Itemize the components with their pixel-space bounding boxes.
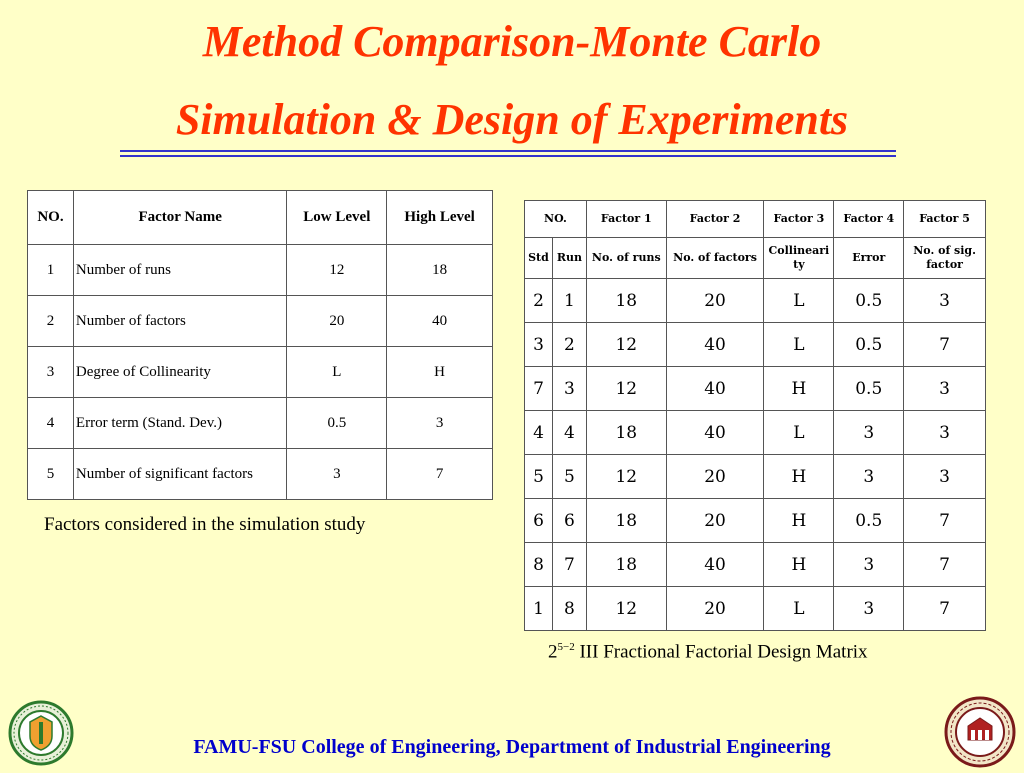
table-cell: L [764, 411, 834, 455]
table-cell: 6 [552, 499, 586, 543]
footer-text: FAMU-FSU College of Engineering, Department of Industrial Engineering [193, 736, 831, 758]
table-cell: 2 [552, 323, 586, 367]
table-cell: 2 [525, 279, 553, 323]
title-divider-top [120, 150, 896, 152]
table-cell: 7 [904, 499, 986, 543]
table-cell: Number of factors [73, 296, 287, 347]
table-cell: 3 [552, 367, 586, 411]
table-cell: 5 [28, 449, 74, 500]
table-cell: 0.5 [834, 367, 904, 411]
table-cell: 3 [904, 279, 986, 323]
table-cell: 3 [387, 398, 493, 449]
table-row [525, 455, 986, 499]
header-cell: No. of sig. factor [904, 238, 986, 279]
table-cell: 1 [28, 245, 74, 296]
table-cell: 7 [387, 449, 493, 500]
table-row [28, 296, 493, 347]
table-cell: 0.5 [287, 398, 387, 449]
table-cell: 20 [666, 499, 764, 543]
table-row [28, 398, 493, 449]
table-row [525, 323, 986, 367]
table-row [525, 279, 986, 323]
factors-table-caption: Factors considered in the simulation study [44, 514, 366, 535]
table-cell: 3 [834, 455, 904, 499]
table-cell: 7 [904, 323, 986, 367]
table-cell: 40 [666, 411, 764, 455]
table-cell: 0.5 [834, 499, 904, 543]
header-cell: No. of runs [586, 238, 666, 279]
table-row [525, 499, 986, 543]
header-cell: High Level [387, 191, 493, 245]
table-cell: 3 [287, 449, 387, 500]
table-cell: 7 [525, 367, 553, 411]
table-cell: 4 [28, 398, 74, 449]
header-cell: Factor 4 [834, 201, 904, 238]
table-cell: 3 [525, 323, 553, 367]
table-cell: 18 [387, 245, 493, 296]
table-row [525, 411, 986, 455]
header-cell: NO. [28, 191, 74, 245]
design-table-header-top [525, 201, 986, 238]
table-cell: 3 [28, 347, 74, 398]
table-cell: Number of runs [73, 245, 287, 296]
header-cell: Error [834, 238, 904, 279]
table-cell: 3 [834, 411, 904, 455]
table-cell: Number of significant factors [73, 449, 287, 500]
table-cell: 40 [666, 323, 764, 367]
header-cell: Factor 5 [904, 201, 986, 238]
table-cell: 4 [525, 411, 553, 455]
table-cell: H [764, 499, 834, 543]
table-cell: 3 [904, 367, 986, 411]
table-cell: 5 [552, 455, 586, 499]
table-cell: L [764, 279, 834, 323]
table-cell: 0.5 [834, 279, 904, 323]
table-cell: 3 [834, 587, 904, 631]
table-cell: 18 [586, 411, 666, 455]
header-cell: Collineari ty [764, 238, 834, 279]
factors-table-header [28, 191, 493, 245]
table-row [28, 245, 493, 296]
caption-text: III Fractional Factorial Design Matrix [574, 641, 868, 663]
table-cell: 40 [666, 367, 764, 411]
table-cell: 8 [525, 543, 553, 587]
header-cell: Std [525, 238, 553, 279]
table-cell: 20 [287, 296, 387, 347]
table-cell: 2 [28, 296, 74, 347]
table-row [28, 449, 493, 500]
table-row [28, 347, 493, 398]
table-cell: 12 [287, 245, 387, 296]
table-cell: 7 [904, 543, 986, 587]
header-cell: Factor Name [73, 191, 287, 245]
table-cell: H [764, 455, 834, 499]
table-cell: 3 [904, 411, 986, 455]
table-cell: 20 [666, 279, 764, 323]
fsu-seal-icon [944, 696, 1016, 773]
table-cell: 12 [586, 323, 666, 367]
table-cell: 20 [666, 455, 764, 499]
table-cell: 12 [586, 455, 666, 499]
header-cell: No. of factors [666, 238, 764, 279]
design-table-header-sub [525, 238, 986, 279]
table-cell: L [764, 323, 834, 367]
header-cell: Factor 3 [764, 201, 834, 238]
table-row [525, 543, 986, 587]
table-cell: 6 [525, 499, 553, 543]
table-cell: Degree of Collinearity [73, 347, 287, 398]
table-cell: 0.5 [834, 323, 904, 367]
table-cell: 12 [586, 367, 666, 411]
table-row [525, 587, 986, 631]
slide-title-line2: Simulation & Design of Experiments [175, 95, 849, 144]
table-row [525, 367, 986, 411]
table-cell: 8 [552, 587, 586, 631]
table-cell: 20 [666, 587, 764, 631]
title-divider-bottom [120, 155, 896, 157]
table-cell: 3 [904, 455, 986, 499]
table-cell: Error term (Stand. Dev.) [73, 398, 287, 449]
table-cell: 18 [586, 279, 666, 323]
table-cell: 40 [387, 296, 493, 347]
header-cell: Run [552, 238, 586, 279]
table-cell: L [287, 347, 387, 398]
table-cell: L [764, 587, 834, 631]
table-cell: H [764, 543, 834, 587]
table-cell: 18 [586, 499, 666, 543]
table-cell: H [387, 347, 493, 398]
header-cell: NO. [525, 201, 587, 238]
design-matrix-caption [548, 641, 868, 663]
caption-base: 2 [548, 641, 558, 663]
slide-title-line1: Method Comparison-Monte Carlo [202, 17, 822, 66]
table-cell: 40 [666, 543, 764, 587]
caption-exponent: 5−2 [557, 641, 575, 653]
table-cell: H [764, 367, 834, 411]
table-cell: 4 [552, 411, 586, 455]
header-cell: Factor 1 [586, 201, 666, 238]
table-cell: 5 [525, 455, 553, 499]
header-cell: Factor 2 [666, 201, 764, 238]
table-cell: 3 [834, 543, 904, 587]
table-cell: 7 [552, 543, 586, 587]
table-cell: 12 [586, 587, 666, 631]
table-cell: 1 [552, 279, 586, 323]
table-cell: 7 [904, 587, 986, 631]
table-cell: 1 [525, 587, 553, 631]
factors-table [27, 190, 493, 500]
design-matrix-table [524, 200, 986, 631]
header-cell: Low Level [287, 191, 387, 245]
table-cell: 18 [586, 543, 666, 587]
